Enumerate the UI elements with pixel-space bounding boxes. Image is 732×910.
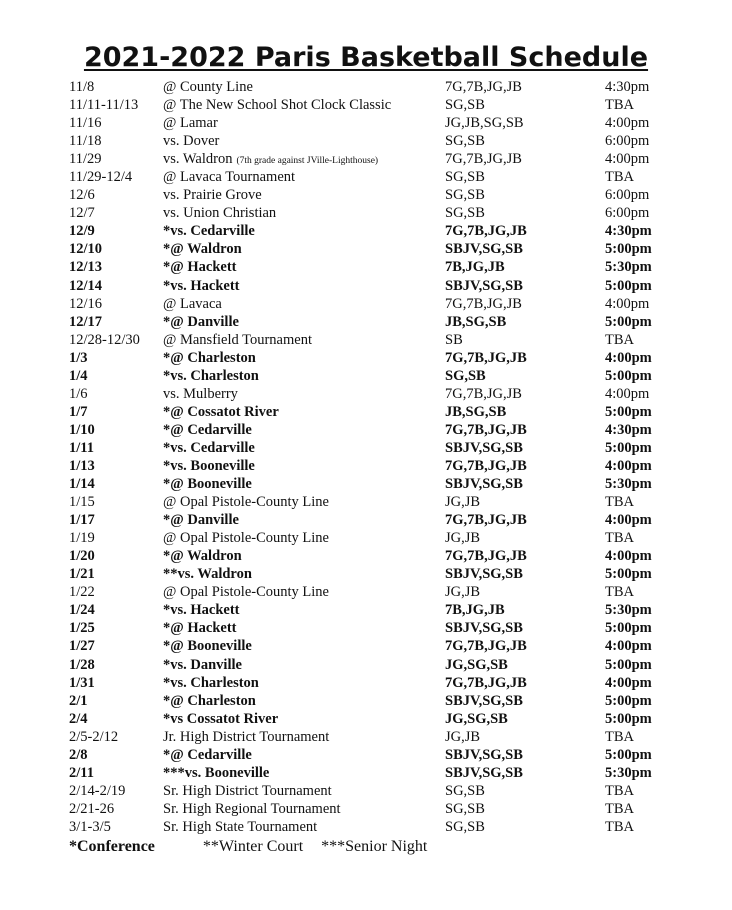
game-date: 2/4 (69, 710, 88, 727)
game-opponent (163, 186, 262, 204)
game-opponent (163, 204, 276, 222)
schedule-row (0, 692, 732, 710)
schedule-row (0, 367, 732, 385)
game-time: 4:00pm (605, 349, 652, 366)
game-opponent-text: *vs. Booneville (163, 457, 255, 474)
game-time: 5:00pm (605, 692, 652, 709)
game-teams: SG,SB (445, 169, 485, 186)
game-teams: SBJV,SG,SB (445, 277, 523, 294)
game-time: 4:30pm (605, 79, 650, 95)
game-opponent (163, 692, 256, 710)
game-opponent (163, 601, 240, 619)
game-teams: 7B,JG,JB (445, 602, 505, 619)
game-date: 1/24 (69, 602, 95, 619)
game-time: 4:00pm (605, 638, 652, 655)
schedule-row (0, 78, 732, 96)
game-opponent (163, 782, 332, 800)
game-opponent (163, 637, 252, 655)
game-opponent-text: vs. Mulberry (163, 385, 238, 402)
game-time: 5:30pm (605, 476, 652, 493)
game-teams: SG,SB (445, 367, 486, 384)
game-date: 1/19 (69, 530, 95, 547)
game-opponent (163, 168, 295, 186)
game-opponent-text: *vs. Cedarville (163, 223, 255, 240)
game-opponent (163, 150, 378, 170)
game-opponent-text: *vs. Cedarville (163, 439, 255, 456)
game-time: TBA (605, 97, 634, 114)
game-opponent-text: *@ Danville (163, 512, 239, 529)
game-opponent (163, 457, 255, 475)
game-teams: SBJV,SG,SB (445, 764, 523, 781)
game-opponent-text: @ Lavaca (163, 295, 222, 312)
game-date: 1/7 (69, 403, 88, 420)
game-date: 1/6 (69, 385, 88, 402)
game-date: 1/11 (69, 439, 94, 456)
game-time: 5:30pm (605, 259, 652, 276)
game-date: 3/1-3/5 (69, 818, 111, 835)
game-opponent (163, 132, 219, 150)
game-opponent (163, 277, 240, 295)
game-time: 6:00pm (605, 133, 650, 150)
schedule-row (0, 114, 732, 132)
game-opponent (163, 511, 239, 529)
schedule-row (0, 601, 732, 619)
game-opponent-text: *@ Booneville (163, 638, 252, 655)
schedule-row (0, 168, 732, 186)
game-time: TBA (605, 818, 634, 835)
game-date: 11/29 (69, 151, 102, 168)
game-teams: 7G,7B,JG,JB (445, 295, 522, 312)
game-date: 11/29-12/4 (69, 169, 133, 186)
game-opponent (163, 746, 252, 764)
game-opponent (163, 764, 269, 782)
game-time: 4:30pm (605, 223, 652, 240)
schedule-row (0, 132, 732, 150)
game-teams: SG,SB (445, 205, 485, 222)
game-date: 12/7 (69, 205, 95, 222)
game-date: 1/15 (69, 494, 95, 511)
game-opponent-text: Sr. High Regional Tournament (163, 800, 341, 817)
schedule-row (0, 818, 732, 836)
schedule-row (0, 475, 732, 493)
game-time: TBA (605, 169, 634, 186)
game-note: (7th grade against JVille-Lighthouse) (236, 156, 379, 167)
game-opponent-text: Jr. High District Tournament (163, 728, 330, 745)
game-teams: JB,SG,SB (445, 403, 507, 420)
game-opponent-text: *@ Waldron (163, 548, 242, 565)
schedule-row (0, 204, 732, 222)
game-teams: SBJV,SG,SB (445, 439, 523, 456)
schedule-row (0, 728, 732, 746)
game-time: TBA (605, 494, 634, 511)
schedule-row (0, 331, 732, 349)
game-teams: SBJV,SG,SB (445, 476, 523, 493)
game-opponent-text: **vs. Waldron (163, 566, 252, 583)
game-opponent-text: *vs Cossatot River (163, 710, 279, 727)
game-opponent-text: *@ Hackett (163, 620, 237, 637)
game-teams: SG,SB (445, 97, 485, 114)
game-opponent-text: *@ Cedarville (163, 421, 252, 438)
game-opponent (163, 493, 329, 511)
game-opponent-text: Sr. High District Tournament (163, 782, 332, 799)
game-opponent (163, 439, 255, 457)
schedule-row (0, 565, 732, 583)
schedule-row (0, 457, 732, 475)
game-opponent-text: @ Opal Pistole-County Line (163, 494, 329, 511)
game-time: 5:00pm (605, 566, 652, 583)
game-opponent (163, 313, 239, 331)
game-opponent (163, 367, 259, 385)
game-opponent-text: vs. Waldron (163, 151, 233, 168)
schedule-row (0, 313, 732, 331)
game-date: 12/10 (69, 241, 103, 258)
game-time: 5:30pm (605, 602, 652, 619)
game-date: 1/21 (69, 566, 95, 583)
game-teams: 7B,JG,JB (445, 259, 505, 276)
game-date: 1/27 (69, 638, 95, 655)
game-date: 1/4 (69, 367, 88, 384)
game-date: 2/14-2/19 (69, 782, 126, 799)
game-time: 6:00pm (605, 205, 650, 222)
game-teams: JG,JB (445, 728, 481, 745)
game-time: TBA (605, 728, 634, 745)
game-date: 11/18 (69, 133, 102, 150)
game-date: 11/11-11/13 (69, 97, 139, 114)
schedule-row (0, 746, 732, 764)
game-time: TBA (605, 800, 634, 817)
schedule-list (0, 78, 732, 836)
game-opponent (163, 529, 329, 547)
schedule-row (0, 295, 732, 313)
game-time: 4:00pm (605, 457, 652, 474)
game-teams: 7G,7B,JG,JB (445, 421, 527, 438)
game-opponent (163, 547, 242, 565)
game-opponent-text: *vs. Hackett (163, 602, 240, 619)
game-opponent (163, 222, 255, 240)
schedule-row (0, 619, 732, 637)
game-opponent (163, 240, 242, 258)
schedule-row (0, 547, 732, 565)
game-opponent-text: @ Lamar (163, 115, 218, 132)
game-opponent (163, 583, 329, 601)
game-opponent (163, 258, 236, 276)
schedule-row (0, 656, 732, 674)
game-teams: SG,SB (445, 818, 485, 835)
game-opponent (163, 619, 236, 637)
game-teams: SBJV,SG,SB (445, 241, 523, 258)
game-date: 1/25 (69, 620, 95, 637)
game-time: 5:00pm (605, 403, 652, 420)
game-opponent-text: *@ Booneville (163, 476, 252, 493)
schedule-row (0, 710, 732, 728)
schedule-row (0, 529, 732, 547)
schedule-row (0, 277, 732, 295)
game-date: 2/11 (69, 764, 94, 781)
schedule-row (0, 421, 732, 439)
game-teams: 7G,7B,JG,JB (445, 79, 522, 95)
game-teams: 7G,7B,JG,JB (445, 151, 522, 168)
game-time: 5:00pm (605, 367, 652, 384)
game-opponent-text: *@ Charleston (163, 349, 256, 366)
game-teams: JB,SG,SB (445, 313, 507, 330)
game-date: 11/16 (69, 115, 102, 132)
game-opponent (163, 565, 252, 583)
game-time: 5:30pm (605, 764, 652, 781)
game-time: 5:00pm (605, 746, 652, 763)
game-date: 1/3 (69, 349, 88, 366)
game-teams: JG,JB (445, 584, 481, 601)
game-time: 5:00pm (605, 656, 652, 673)
game-date: 1/22 (69, 584, 95, 601)
game-opponent (163, 818, 317, 836)
game-teams: JG,JB,SG,SB (445, 115, 524, 132)
game-teams: SBJV,SG,SB (445, 566, 523, 583)
game-opponent (163, 475, 252, 493)
schedule-row (0, 583, 732, 601)
schedule-row (0, 674, 732, 692)
schedule-row (0, 349, 732, 367)
game-opponent (163, 295, 222, 313)
game-opponent (163, 403, 279, 421)
schedule-row (0, 385, 732, 403)
game-opponent-text: ***vs. Booneville (163, 764, 270, 781)
legend-conference: *Conference (69, 838, 155, 855)
game-teams: 7G,7B,JG,JB (445, 548, 527, 565)
game-teams: 7G,7B,JG,JB (445, 223, 527, 240)
game-teams: JG,JB (445, 494, 481, 511)
game-date: 12/14 (69, 277, 103, 294)
legend-senior-night: ***Senior Night (321, 838, 428, 855)
game-date: 2/1 (69, 692, 88, 709)
game-opponent-text: @ The New School Shot Clock Classic (163, 97, 392, 114)
game-time: TBA (605, 530, 634, 547)
game-opponent-text: *vs. Charleston (163, 674, 259, 691)
game-opponent (163, 96, 391, 114)
schedule-row (0, 439, 732, 457)
game-teams: 7G,7B,JG,JB (445, 638, 527, 655)
game-opponent-text: @ Opal Pistole-County Line (163, 530, 329, 547)
game-time: 5:00pm (605, 710, 652, 727)
game-teams: SG,SB (445, 187, 485, 204)
game-time: 4:00pm (605, 151, 650, 168)
game-opponent (163, 331, 312, 349)
game-date: 2/8 (69, 746, 88, 763)
game-time: 5:00pm (605, 241, 652, 258)
game-teams: JG,SG,SB (445, 710, 508, 727)
game-date: 12/6 (69, 187, 95, 204)
game-opponent-text: *vs. Danville (163, 656, 242, 673)
game-opponent-text: *@ Cedarville (163, 746, 252, 763)
game-date: 1/10 (69, 421, 95, 438)
game-teams: SBJV,SG,SB (445, 620, 523, 637)
game-teams: 7G,7B,JG,JB (445, 674, 527, 691)
game-teams: SG,SB (445, 133, 485, 150)
schedule-row (0, 150, 732, 168)
game-date: 12/9 (69, 223, 95, 240)
game-date: 2/21-26 (69, 800, 115, 817)
game-opponent-text: *@ Hackett (163, 259, 237, 276)
game-date: 12/16 (69, 295, 103, 312)
game-date: 12/28-12/30 (69, 331, 140, 348)
game-opponent-text: vs. Union Christian (163, 205, 277, 222)
game-time: 4:00pm (605, 674, 652, 691)
game-time: TBA (605, 584, 634, 601)
game-teams: SBJV,SG,SB (445, 692, 523, 709)
game-teams: JG,SG,SB (445, 656, 508, 673)
game-time: 5:00pm (605, 439, 652, 456)
game-date: 1/20 (69, 548, 95, 565)
game-opponent-text: @ Mansfield Tournament (163, 331, 312, 348)
schedule-row (0, 511, 732, 529)
game-opponent-text: vs. Dover (163, 133, 220, 150)
game-time: 5:00pm (605, 620, 652, 637)
game-teams: SG,SB (445, 782, 485, 799)
schedule-row (0, 186, 732, 204)
game-opponent (163, 674, 259, 692)
game-time: 6:00pm (605, 187, 650, 204)
game-date: 2/5-2/12 (69, 728, 119, 745)
game-teams: 7G,7B,JG,JB (445, 349, 527, 366)
game-date: 12/17 (69, 313, 103, 330)
game-date: 12/13 (69, 259, 103, 276)
game-time: 5:00pm (605, 313, 652, 330)
game-date: 1/28 (69, 656, 95, 673)
schedule-row (0, 800, 732, 818)
legend (69, 837, 427, 857)
game-opponent-text: *@ Cossatot River (163, 403, 279, 420)
game-time: 4:00pm (605, 385, 650, 402)
game-opponent (163, 114, 218, 132)
game-time: 4:00pm (605, 115, 650, 132)
game-teams: SBJV,SG,SB (445, 746, 523, 763)
game-date: 1/14 (69, 476, 95, 493)
game-teams: JG,JB (445, 530, 481, 547)
game-time: 5:00pm (605, 277, 652, 294)
schedule-row (0, 637, 732, 655)
game-opponent (163, 800, 341, 818)
game-teams: 7G,7B,JG,JB (445, 512, 527, 529)
game-teams: 7G,7B,JG,JB (445, 457, 527, 474)
game-opponent-text: @ Opal Pistole-County Line (163, 584, 329, 601)
schedule-row (0, 493, 732, 511)
game-opponent (163, 349, 256, 367)
page-title: 2021-2022 Paris Basketball Schedule (83, 42, 649, 73)
schedule-row (0, 258, 732, 276)
game-time: 4:00pm (605, 295, 650, 312)
game-opponent (163, 656, 242, 674)
game-time: TBA (605, 782, 634, 799)
schedule-row (0, 222, 732, 240)
schedule-row (0, 764, 732, 782)
game-opponent (163, 728, 329, 746)
game-time: 4:00pm (605, 548, 652, 565)
game-time: TBA (605, 331, 634, 348)
game-date: 11/8 (69, 79, 95, 95)
game-opponent-text: Sr. High State Tournament (163, 818, 318, 835)
game-opponent-text: *vs. Charleston (163, 367, 259, 384)
game-opponent-text: *@ Danville (163, 313, 239, 330)
schedule-row (0, 240, 732, 258)
game-opponent (163, 710, 278, 728)
legend-winter-court: **Winter Court (202, 838, 304, 855)
game-opponent-text: *@ Charleston (163, 692, 256, 709)
game-date: 1/31 (69, 674, 95, 691)
game-teams: SB (445, 331, 463, 348)
game-opponent-text: vs. Prairie Grove (163, 187, 262, 204)
game-opponent-text: *vs. Hackett (163, 277, 240, 294)
game-opponent (163, 385, 238, 403)
game-time: 4:30pm (605, 421, 652, 438)
game-teams: 7G,7B,JG,JB (445, 385, 522, 402)
schedule-row (0, 403, 732, 421)
game-opponent-text: @ Lavaca Tournament (163, 169, 296, 186)
game-date: 1/17 (69, 512, 95, 529)
game-opponent (163, 78, 253, 96)
game-date: 1/13 (69, 457, 95, 474)
game-opponent-text: @ County Line (163, 79, 253, 95)
game-time: 4:00pm (605, 512, 652, 529)
game-teams: SG,SB (445, 800, 485, 817)
game-opponent (163, 421, 252, 439)
schedule-row (0, 96, 732, 114)
game-opponent-text: *@ Waldron (163, 241, 242, 258)
schedule-row (0, 782, 732, 800)
